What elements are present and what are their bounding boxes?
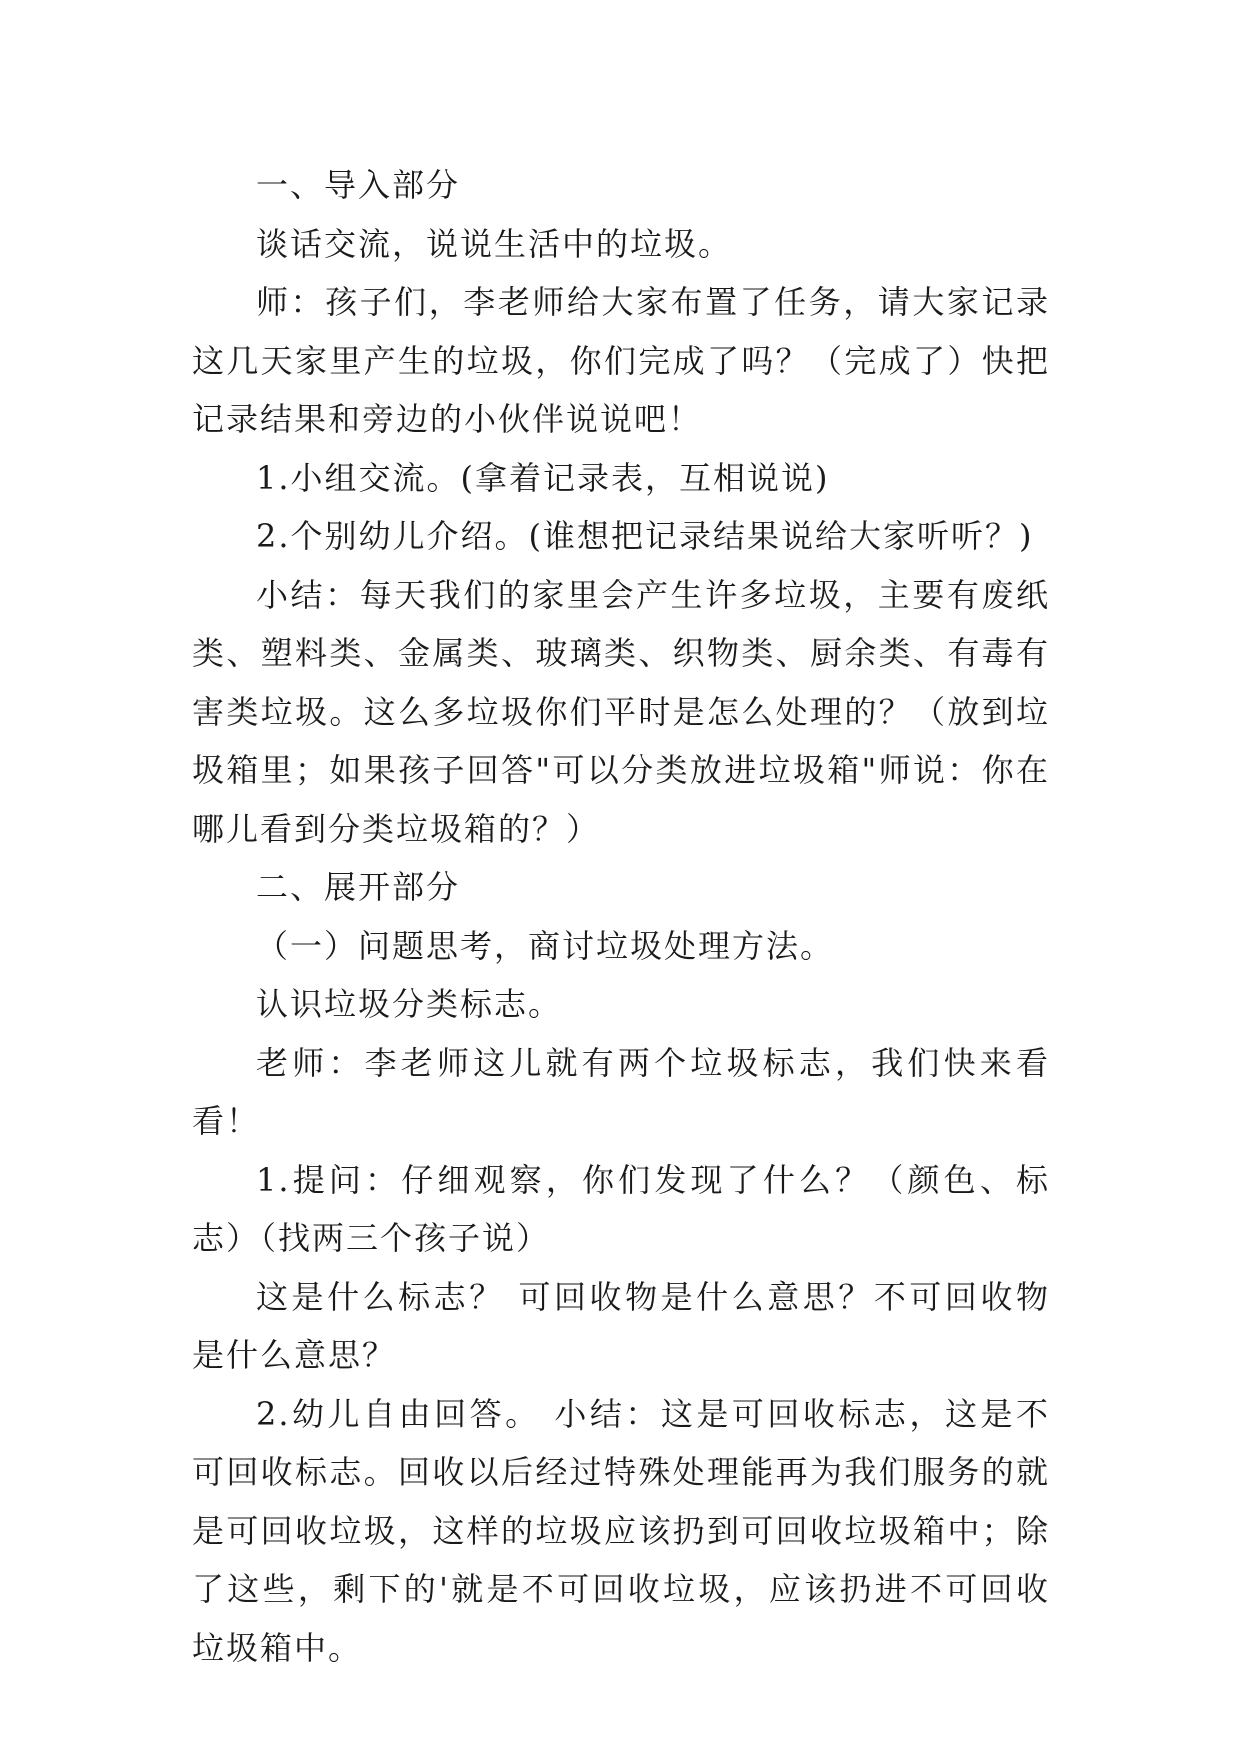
paragraph: 认识垃圾分类标志。: [256, 985, 563, 1023]
paragraph: 老师：李老师这儿就有两个垃圾标志，我们快来看看！: [192, 1043, 1050, 1140]
list-item: 1.提问：仔细观察，你们发现了什么？（颜色、标志）（找两三个孩子说）: [192, 1160, 1050, 1257]
paragraph: 小结：每天我们的家里会产生许多垃圾，主要有废纸类、塑料类、金属类、玻璃类、织物类、厨余类、有毒有害类垃圾。这么多垃圾你们平时是怎么处理的？（放到垃圾箱里；如果孩子回答"可以分类放进垃圾箱"师说：你在哪儿看到分类垃圾箱的？）: [192, 575, 1050, 848]
list-item: 1.小组交流。(拿着记录表，互相说说): [256, 458, 830, 497]
paragraph: 这是什么标志？ 可回收物是什么意思？不可回收物是什么意思？: [192, 1277, 1050, 1374]
document-body: [192, 156, 1050, 1677]
list-item: 2.个别幼儿介绍。(谁想把记录结果说给大家听听？): [256, 517, 1034, 555]
section-heading-intro: 一、导入部分: [256, 166, 461, 204]
section-heading-expand: 二、展开部分: [256, 868, 461, 906]
paragraph: 师：孩子们，李老师给大家布置了任务，请大家记录这几天家里产生的垃圾，你们完成了吗？（完成了）快把记录结果和旁边的小伙伴说说吧！: [192, 283, 1050, 438]
subsection-heading: （一）问题思考，商讨垃圾处理方法。: [256, 926, 835, 965]
list-item: 2.幼儿自由回答。 小结：这是可回收标志，这是不可回收标志。回收以后经过特殊处理能再为我们服务的就是可回收垃圾，这样的垃圾应该扔到可回收垃圾箱中；除了这些，剩下的'就是不可回收垃圾，应该扔进不可回收垃圾箱中。: [192, 1394, 1050, 1667]
paragraph: 谈话交流，说说生活中的垃圾。: [256, 224, 733, 263]
